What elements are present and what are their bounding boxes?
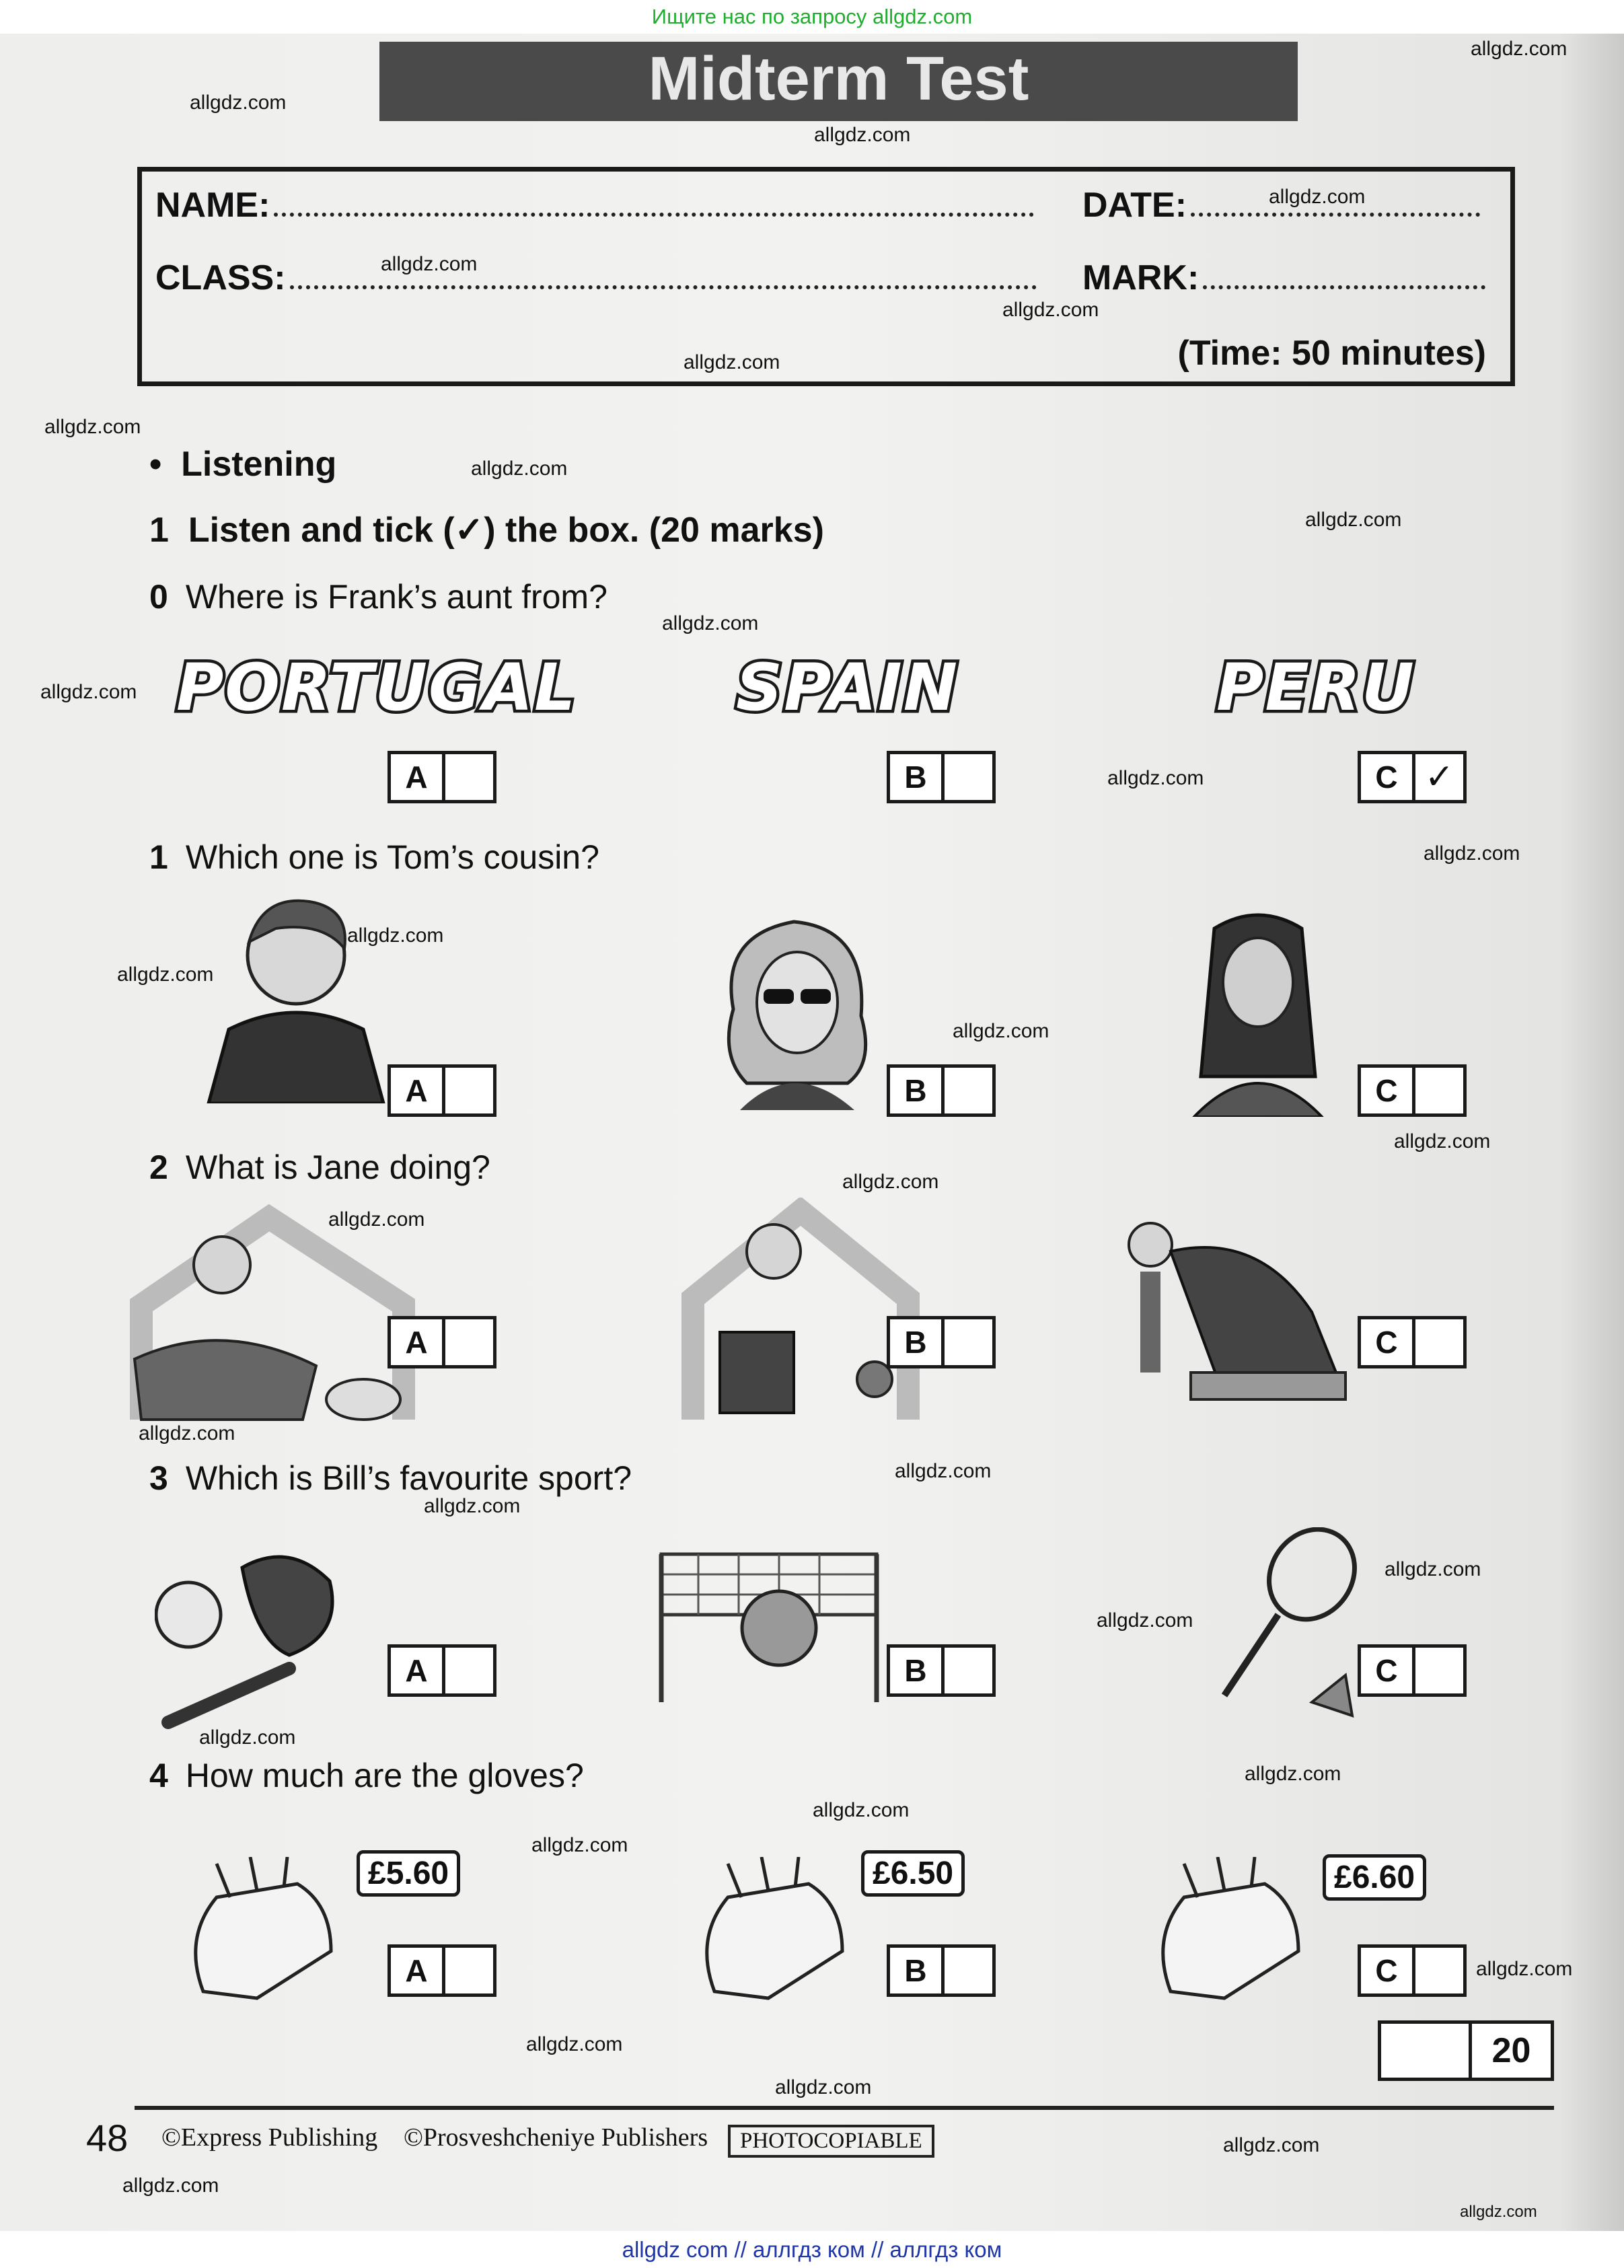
answer-box-q2-b[interactable]: B [887,1316,996,1368]
watermark: allgdz.com [1097,1609,1193,1632]
making-bed-illustration [1110,1211,1366,1440]
class-field[interactable]: CLASS: [155,258,1037,298]
answer-box-q2-a[interactable]: A [387,1316,496,1368]
country-peru: PERU [1216,650,1415,725]
answer-box-q1-c[interactable]: C [1358,1064,1467,1117]
watermark: allgdz.com [1305,509,1402,531]
watermark: allgdz.com [122,2174,219,2197]
answer-box-q3-b[interactable]: B [887,1644,996,1697]
woman-sunglasses-illustration [713,908,881,1110]
watermark: allgdz.com [40,681,137,703]
bottom-banner[interactable]: allgdz com // аллгдз ком // аллгдз ком [0,2231,1624,2268]
watermark: allgdz.com [684,351,780,373]
watermark: allgdz.com [895,1460,992,1482]
watermark: allgdz.com [1476,1958,1573,1980]
watermark: allgdz.com [381,253,478,275]
badminton-illustration [1211,1527,1366,1729]
answer-box-q0-b[interactable]: B [887,751,996,803]
answer-box-q3-a[interactable]: A [387,1644,496,1697]
boy-illustration [195,881,390,1103]
watermark: allgdz.com [1385,1558,1481,1580]
answer-box-q0-a[interactable]: A [387,751,496,803]
answer-box-q4-c[interactable]: C [1358,1944,1467,1997]
photocopiable-label: PHOTOCOPIABLE [728,2125,934,2158]
watermark: allgdz.com [1269,186,1366,208]
watermark: allgdz.com [662,612,759,634]
watermark: allgdz.com [775,2076,872,2098]
section-score-box[interactable] [1378,2020,1554,2081]
watermark: allgdz.com [44,416,141,438]
tick-mark: ✓ [1424,758,1454,797]
watermark: allgdz.com [139,1422,235,1444]
watermark: allgdz.com [953,1020,1049,1042]
score-total: 20 [1491,2031,1531,2070]
watermark: allgdz.com [1107,767,1204,789]
top-banner[interactable]: Ищите нас по запросу allgdz.com [0,0,1624,34]
footer-divider [135,2106,1554,2110]
watermark: allgdz.com [199,1726,296,1749]
watermark: allgdz.com [117,963,214,986]
volleyball-illustration [658,1547,880,1709]
date-field[interactable]: DATE: [1082,185,1480,225]
country-portugal: PORTUGAL [176,650,577,725]
watermark: allgdz.com [814,124,911,146]
price-tag-c: £6.60 [1323,1854,1426,1901]
time-limit: (Time: 50 minutes) [1177,334,1486,373]
name-field[interactable]: NAME: [155,185,1034,225]
watermark: allgdz.com [1424,842,1520,865]
gloves-illustration-a [176,1857,378,2012]
answer-box-q1-b[interactable]: B [887,1064,996,1117]
watering-plants-illustration [679,1198,922,1426]
watermark: allgdz.com [813,1799,910,1821]
watermark: allgdz.com [842,1171,939,1193]
answer-box-q4-b[interactable]: B [887,1944,996,1997]
watermark: allgdz.com [328,1208,425,1231]
watermark: allgdz.com [526,2033,623,2055]
question-4: 4 How much are the gloves? [149,1757,584,1794]
answer-box-q1-a[interactable]: A [387,1064,496,1117]
country-spain: SPAIN [736,650,959,725]
mark-field[interactable]: MARK: [1082,258,1485,298]
watermark: allgdz.com [1245,1763,1341,1785]
watermark: allgdz.com [424,1495,521,1517]
watermark: allgdz.com [190,92,287,114]
watermark: allgdz.com [347,924,444,947]
watermark: allgdz.com [1460,2203,1537,2221]
watermark: allgdz.com [531,1834,628,1856]
answer-box-q3-c[interactable]: C [1358,1644,1467,1697]
baseball-illustration [155,1541,357,1736]
gloves-illustration-c [1144,1857,1345,2012]
watermark: allgdz.com [1471,38,1567,60]
publisher-express: ©Express Publishing [161,2123,378,2152]
page-title: Midterm Test [379,42,1298,121]
girl-long-hair-illustration [1181,902,1335,1117]
watermark: allgdz.com [1394,1130,1491,1153]
answer-box-q2-c[interactable]: C [1358,1316,1467,1368]
question-3: 3 Which is Bill’s favourite sport? [149,1459,632,1497]
answer-box-q4-a[interactable]: A [387,1944,496,1997]
watermark: allgdz.com [471,458,568,480]
gloves-illustration-b [688,1857,889,2012]
question-0: 0 Where is Frank’s aunt from? [149,578,607,616]
question-1: 1 Which one is Tom’s cousin? [149,838,599,876]
price-tag-a: £5.60 [357,1850,460,1897]
answer-box-q0-c[interactable]: C ✓ [1358,751,1467,803]
watermark: allgdz.com [1002,299,1099,321]
task-instruction: 1 Listen and tick (✓) the box. (20 marks) [149,511,824,550]
watermark: allgdz.com [1223,2134,1320,2156]
page-number: 48 [86,2117,128,2159]
price-tag-b: £6.50 [861,1850,965,1897]
publisher-prosveshcheniye: ©Prosveshcheniye Publishers [404,2123,708,2152]
section-heading: • Listening [149,445,337,484]
question-2: 2 What is Jane doing? [149,1148,490,1186]
ironing-illustration [114,1204,431,1426]
